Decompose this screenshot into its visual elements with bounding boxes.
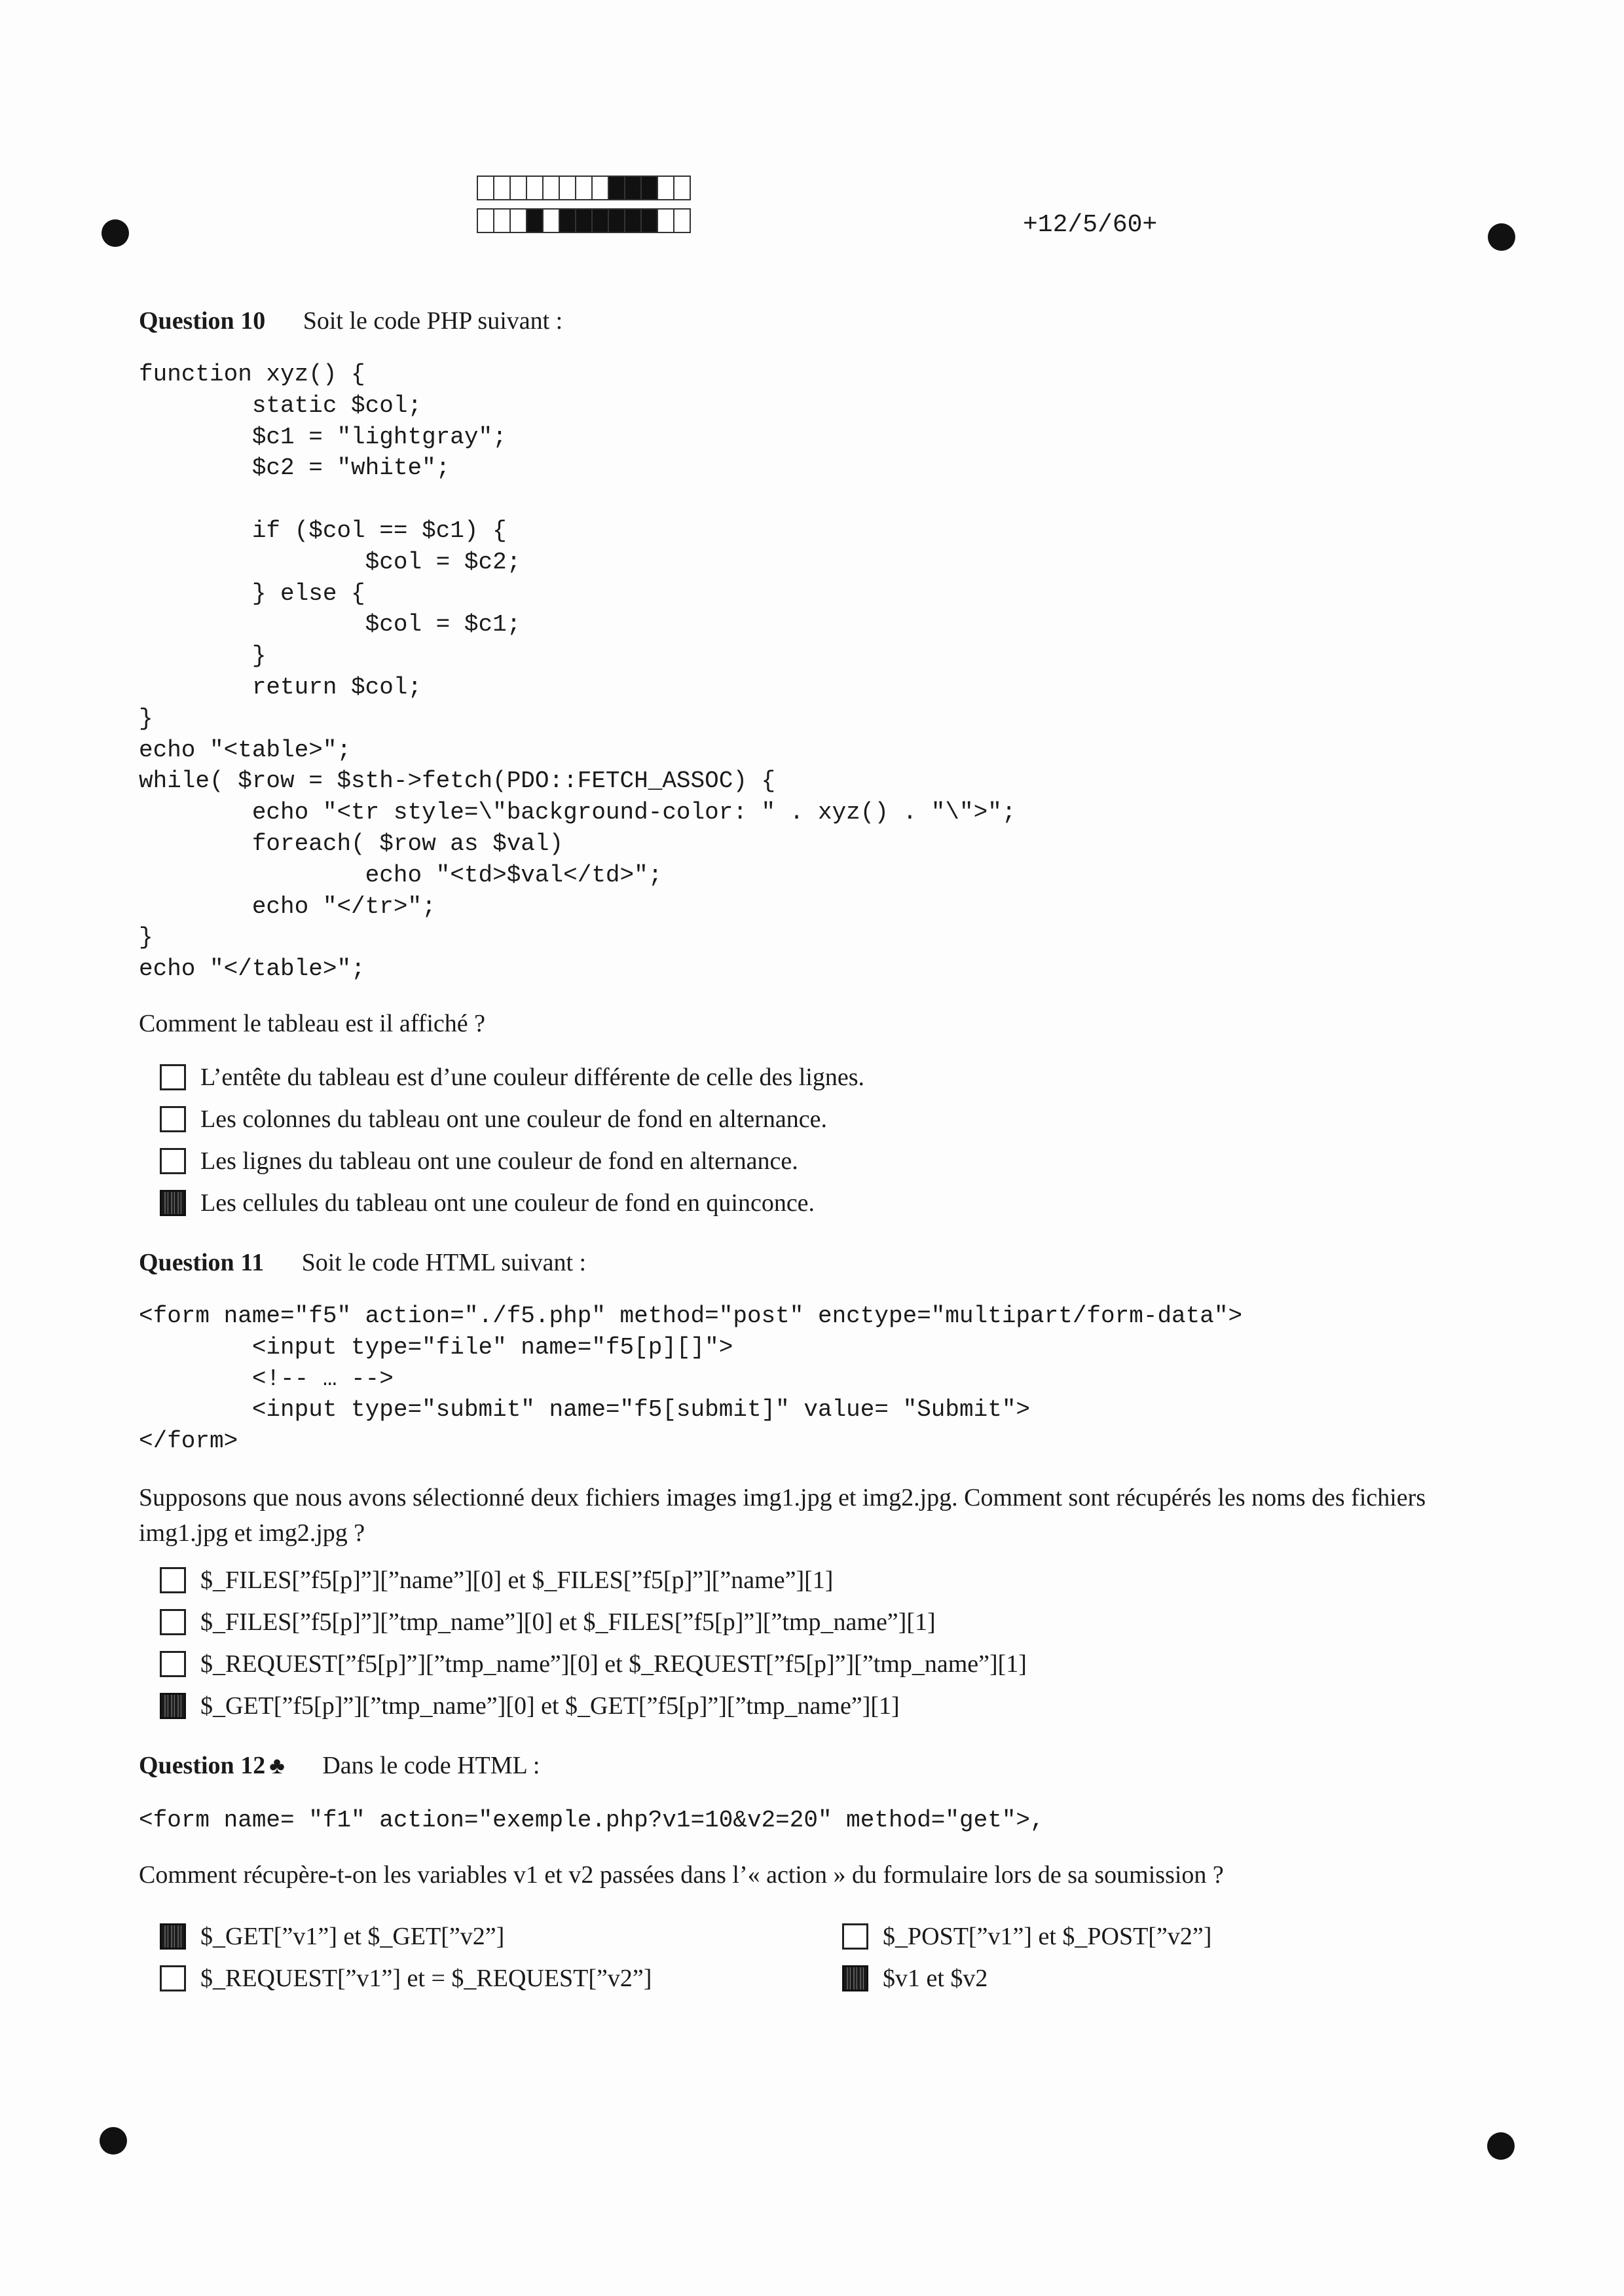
q10-option-4[interactable] bbox=[160, 1187, 815, 1219]
q12-option-4-checkbox[interactable] bbox=[842, 1965, 868, 1991]
q11-option-4[interactable] bbox=[160, 1690, 900, 1722]
q11-option-4-label: $_GET[”f5[p]”][”tmp_name”][0] et $_GET[”f5[p]”][”tmp_name”][1] bbox=[200, 1692, 900, 1720]
q10-option-3-checkbox[interactable] bbox=[160, 1148, 186, 1174]
q11-option-3-label: $_REQUEST[”f5[p]”][”tmp_name”][0] et $_REQUEST[”f5[p]”][”tmp_name”][1] bbox=[200, 1650, 1027, 1678]
q10-option-4-label: Les cellules du tableau ont une couleur de fond en quinconce. bbox=[200, 1189, 815, 1217]
id-barcode-row-1 bbox=[477, 176, 690, 200]
q10-prompt: Soit le code PHP suivant : bbox=[303, 307, 563, 335]
q10-option-3-label: Les lignes du tableau ont une couleur de fond en alternance. bbox=[200, 1147, 798, 1175]
registration-mark-top-left bbox=[101, 219, 129, 247]
q11-option-3[interactable] bbox=[160, 1648, 1027, 1680]
registration-mark-bottom-right bbox=[1487, 2132, 1515, 2160]
q12-number bbox=[139, 1752, 285, 1779]
q11-option-4-checkbox[interactable] bbox=[160, 1693, 186, 1719]
registration-mark-bottom-left bbox=[100, 2127, 127, 2155]
q10-number: Question 10 bbox=[139, 307, 266, 335]
q10-option-2-label: Les colonnes du tableau ont une couleur de fond en alternance. bbox=[200, 1105, 828, 1133]
q12-question: Comment récupère-t-on les variables v1 et v2 passées dans l’« action » du formulaire lors de sa soumission ? bbox=[139, 1861, 1224, 1889]
club-icon: ♣ bbox=[269, 1752, 285, 1779]
q12-option-3[interactable] bbox=[160, 1962, 652, 1995]
q10-option-1-checkbox[interactable] bbox=[160, 1064, 186, 1090]
q11-question: Supposons que nous avons sélectionné deux fichiers images img1.jpg et img2.jpg. Comment sont récupérés les noms des fichiers img1.jpg et img2.jpg ? bbox=[139, 1484, 1426, 1547]
q12-option-3-checkbox[interactable] bbox=[160, 1965, 186, 1991]
q11-option-1-label: $_FILES[”f5[p]”][”name”][0] et $_FILES[”f5[p]”][”name”][1] bbox=[200, 1566, 834, 1594]
id-barcode-row-2 bbox=[477, 208, 690, 233]
q12-option-4-label: $v1 et $v2 bbox=[883, 1965, 988, 1992]
q12-option-2[interactable] bbox=[842, 1920, 1211, 1953]
q10-header bbox=[139, 306, 563, 335]
q12-option-1[interactable] bbox=[160, 1920, 504, 1953]
q12-prompt: Dans le code HTML : bbox=[322, 1752, 540, 1779]
q11-header bbox=[139, 1248, 586, 1277]
q10-option-2[interactable] bbox=[160, 1103, 827, 1136]
q11-option-2[interactable] bbox=[160, 1606, 936, 1639]
q10-option-2-checkbox[interactable] bbox=[160, 1106, 186, 1132]
q11-code-block: <form name="f5" action="./f5.php" method="post" enctype="multipart/form-data"> <input type="file" name="f5[p][]"> <!-- … --> <input type="submit" name="f5[submit]" value= "Submit"> </form> bbox=[139, 1303, 1243, 1455]
q10-option-1-label: L’entête du tableau est d’une couleur différente de celle des lignes. bbox=[200, 1064, 864, 1091]
q12-code-block: <form name= "f1" action="exemple.php?v1=10&v2=20" method="get">, bbox=[139, 1807, 1044, 1834]
q10-code-block: function xyz() { static $col; $c1 = "lightgray"; $c2 = "white"; if ($col == $c1) { $col = $c2; } else { $col = $c1; } return $col; } echo "<table>"; while( $row = $sth->fetch(PDO::FETCH_ASSOC) { echo "<tr style=\"background-color: " . xyz() . "\">"; foreach( $row as $val) echo "<td>$val</td>"; echo "</tr>"; } echo "</table>"; bbox=[139, 361, 1016, 983]
q12-header bbox=[139, 1751, 540, 1780]
q11-number: Question 11 bbox=[139, 1249, 265, 1276]
page-id: +12/5/60+ bbox=[1023, 211, 1158, 239]
q10-option-4-checkbox[interactable] bbox=[160, 1190, 186, 1216]
q12-option-4[interactable] bbox=[842, 1962, 987, 1995]
q11-option-3-checkbox[interactable] bbox=[160, 1651, 186, 1677]
q12-option-2-checkbox[interactable] bbox=[842, 1923, 868, 1950]
q12-number-text: Question 12 bbox=[139, 1752, 266, 1779]
q10-question: Comment le tableau est il affiché ? bbox=[139, 1010, 485, 1037]
q11-option-1-checkbox[interactable] bbox=[160, 1567, 186, 1593]
q12-option-3-label: $_REQUEST[”v1”] et = $_REQUEST[”v2”] bbox=[200, 1965, 652, 1992]
q12-option-2-label: $_POST[”v1”] et $_POST[”v2”] bbox=[883, 1923, 1212, 1950]
q11-option-2-label: $_FILES[”f5[p]”][”tmp_name”][0] et $_FILES[”f5[p]”][”tmp_name”][1] bbox=[200, 1608, 936, 1636]
q10-option-3[interactable] bbox=[160, 1145, 798, 1177]
registration-mark-top-right bbox=[1488, 223, 1515, 251]
q12-option-1-label: $_GET[”v1”] et $_GET[”v2”] bbox=[200, 1923, 505, 1950]
q11-option-2-checkbox[interactable] bbox=[160, 1609, 186, 1635]
q11-option-1[interactable] bbox=[160, 1564, 833, 1597]
q11-prompt: Soit le code HTML suivant : bbox=[301, 1249, 587, 1276]
q12-option-1-checkbox[interactable] bbox=[160, 1923, 186, 1950]
q10-option-1[interactable] bbox=[160, 1061, 864, 1094]
